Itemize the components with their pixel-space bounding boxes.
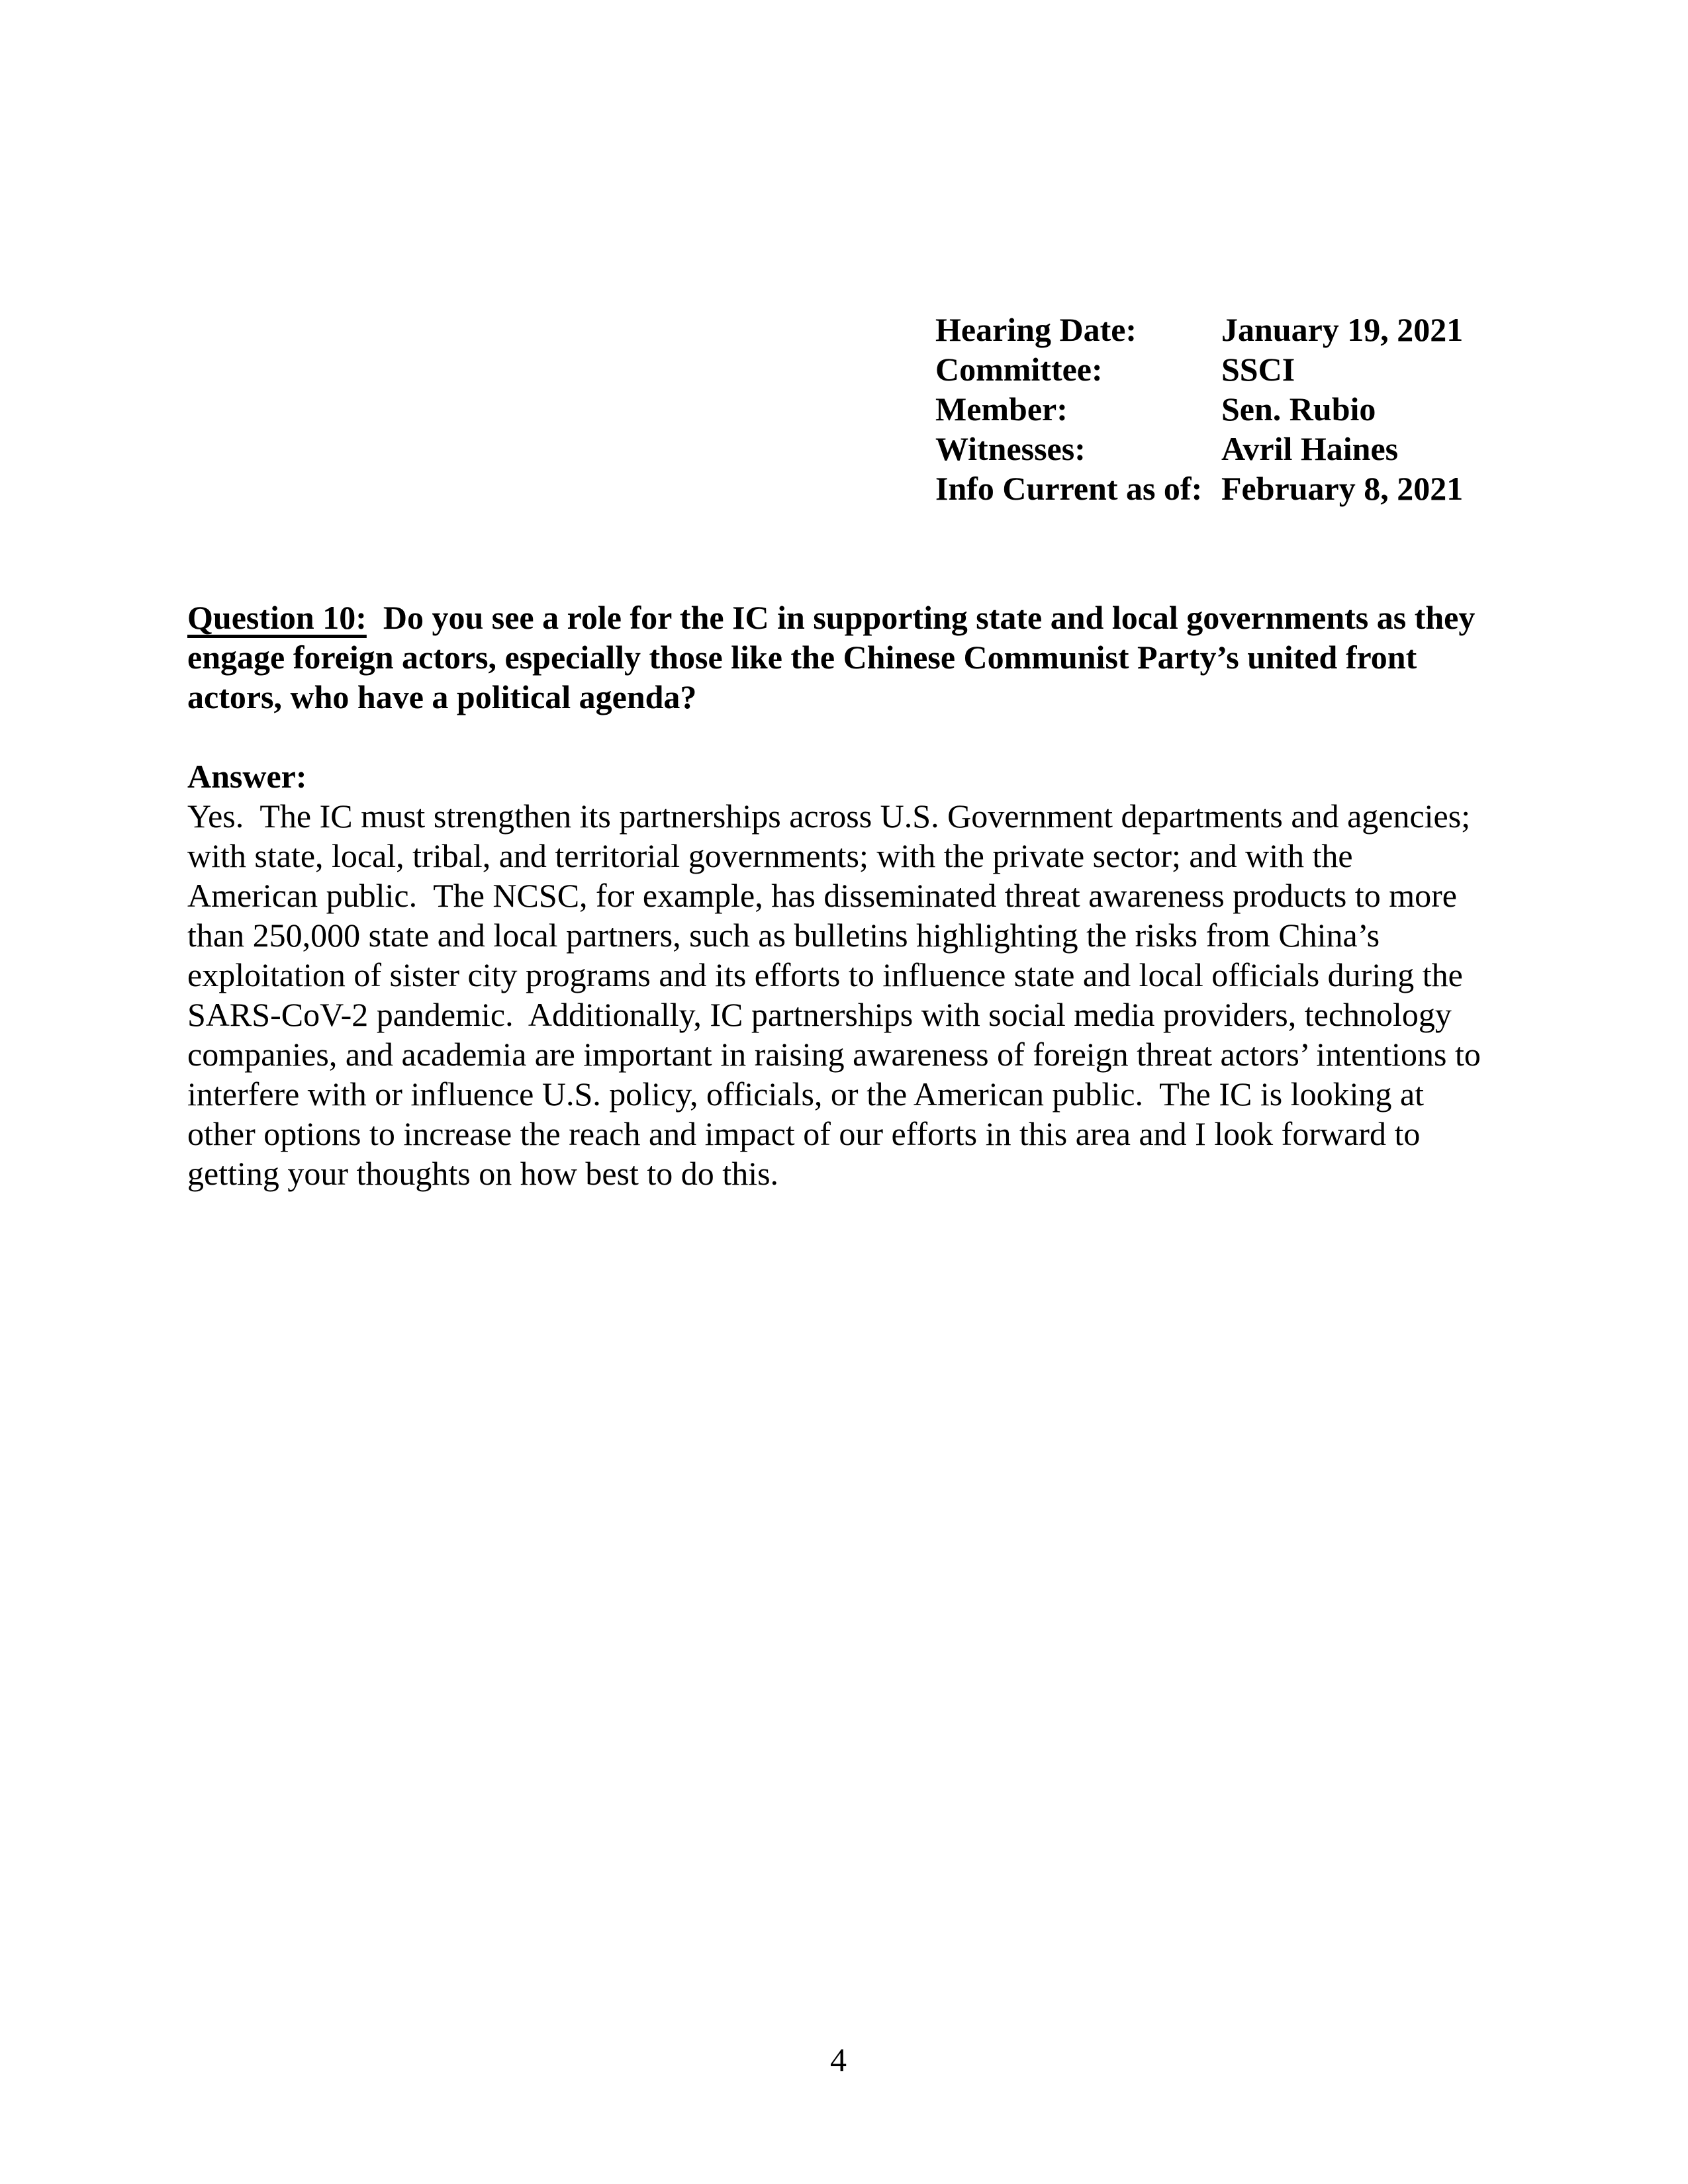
metadata-value: January 19, 2021 bbox=[1221, 311, 1464, 348]
question-text: Do you see a role for the IC in supporting state and local governments as they engage foreign actors, especially those like the Chinese Communist Party’s united front actors, who have a political agenda? bbox=[187, 599, 1483, 715]
page-number: 4 bbox=[830, 2041, 847, 2078]
answer-section bbox=[187, 756, 1489, 1193]
metadata-row bbox=[935, 310, 1463, 349]
answer-text: Yes. The IC must strengthen its partnerships across U.S. Government departments and agencies; with state, local, tribal, and territorial governments; with the private sector; and with the American public. The NCSC, for example, has disseminated threat awareness products to more than 250,000 state and local partners, such as bulletins highlighting the risks from China’s exploitation of sister city programs and its efforts to influence state and local officials during the SARS-CoV-2 pandemic. Additionally, IC partnerships with social media providers, technology companies, and academia are important in raising awareness of foreign threat actors’ intentions to interfere with or influence U.S. policy, officials, or the American public. The IC is looking at other options to increase the reach and impact of our efforts in this area and I look forward to getting your thoughts on how best to do this. bbox=[187, 797, 1489, 1192]
metadata-label: Hearing Date: bbox=[935, 311, 1137, 348]
metadata-label: Member: bbox=[935, 390, 1068, 428]
metadata-value: Avril Haines bbox=[1221, 430, 1399, 467]
metadata-value: Sen. Rubio bbox=[1221, 390, 1376, 428]
metadata-value: February 8, 2021 bbox=[1221, 470, 1464, 507]
metadata-row bbox=[935, 389, 1463, 429]
metadata-label: Witnesses: bbox=[935, 430, 1086, 467]
metadata-row bbox=[935, 349, 1463, 389]
question-paragraph bbox=[187, 598, 1489, 717]
question-label: Question 10: bbox=[187, 599, 367, 636]
header-metadata-block bbox=[935, 310, 1463, 508]
metadata-label: Committee: bbox=[935, 351, 1103, 388]
metadata-value: SSCI bbox=[1221, 351, 1295, 388]
metadata-row bbox=[935, 429, 1463, 469]
metadata-row bbox=[935, 469, 1463, 508]
metadata-label: Info Current as of: bbox=[935, 470, 1203, 507]
answer-label: Answer: bbox=[187, 758, 307, 795]
